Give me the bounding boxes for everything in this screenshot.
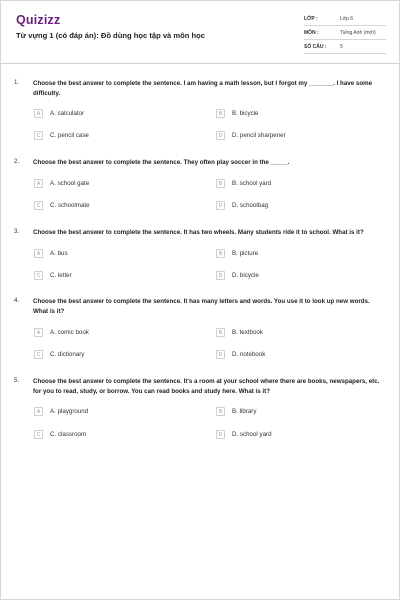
option-letter: B (216, 249, 225, 258)
option-text: A. bus (50, 250, 68, 257)
option-text: B. picture (232, 250, 259, 257)
meta-key: LỚP : (304, 16, 318, 22)
meta-value: 5 (340, 44, 343, 50)
option-text: D. bicycle (232, 272, 259, 279)
option-letter: B (216, 407, 225, 416)
option-letter: C (34, 131, 43, 140)
header-divider (0, 63, 400, 64)
question-number: 1. (14, 79, 20, 86)
option-text: B. school yard (232, 180, 272, 187)
option-text: D. schoolbag (232, 202, 269, 209)
option-letter: B (216, 328, 225, 337)
option-letter: A (34, 328, 43, 337)
option-letter: A (34, 407, 43, 416)
option-text: C. pencil case (50, 132, 89, 139)
option-text: C. schoolmate (50, 202, 90, 209)
option-letter: A (34, 249, 43, 258)
question-text: Choose the best answer to complete the sentence. It has two wheels. Many students ride it to school. What is it? (33, 229, 364, 236)
option-letter: C (34, 350, 43, 359)
meta-value: Tiếng Anh (mới) (340, 30, 376, 36)
option-text: C. classroom (50, 431, 87, 438)
question-number: 2. (14, 158, 20, 165)
question-number: 3. (14, 228, 20, 235)
option-text: B. textbook (232, 329, 263, 336)
meta-key: SỐ CÂU : (304, 44, 327, 50)
option-letter: D (216, 271, 225, 280)
question-text: Choose the best answer to complete the sentence. It's a room at your school where there are books, newspapers, etc. for you to read, study, or borrow. You can read books and study here. What is it? (33, 378, 380, 395)
option-letter: C (34, 430, 43, 439)
question-number: 4. (14, 297, 20, 304)
meta-key: MÔN : (304, 30, 319, 36)
option-text: D. school yard (232, 431, 272, 438)
option-letter: A (34, 109, 43, 118)
option-text: D. notebook (232, 351, 266, 358)
worksheet-title: Từ vựng 1 (có đáp án): Đồ dùng học tập và môn học (16, 31, 206, 40)
question-text: Choose the best answer to complete the sentence. It has many letters and words. You use it to look up new words. What is it? (33, 298, 370, 315)
question-text: Choose the best answer to complete the sentence. They often play soccer in the _____. (33, 159, 290, 166)
option-letter: C (34, 201, 43, 210)
option-text: A. calculator (50, 110, 85, 117)
option-letter: D (216, 350, 225, 359)
option-letter: D (216, 201, 225, 210)
option-letter: B (216, 179, 225, 188)
option-letter: B (216, 109, 225, 118)
meta-row-subject (304, 26, 386, 40)
meta-value: Lớp 6 (340, 16, 354, 22)
question-text: Choose the best answer to complete the sentence. I am having a math lesson, but I forgot my _______. I have some difficulty. (33, 80, 373, 97)
meta-row-count (304, 40, 386, 54)
meta-row-class (304, 12, 386, 26)
option-letter: D (216, 131, 225, 140)
option-text: A. school gate (50, 180, 90, 187)
option-text: C. dictionary (50, 351, 85, 358)
option-text: A. playground (50, 408, 89, 415)
option-text: D. pencil sharpener (232, 132, 286, 139)
option-text: A. comic book (50, 329, 89, 336)
quizizz-logo[interactable]: Quizizz (16, 13, 61, 27)
option-text: B. library (232, 408, 257, 415)
option-letter: D (216, 430, 225, 439)
option-letter: C (34, 271, 43, 280)
worksheet-meta (304, 12, 386, 54)
question-number: 5. (14, 377, 20, 384)
option-letter: A (34, 179, 43, 188)
option-text: B. bicycle (232, 110, 259, 117)
option-text: C. letter (50, 272, 72, 279)
